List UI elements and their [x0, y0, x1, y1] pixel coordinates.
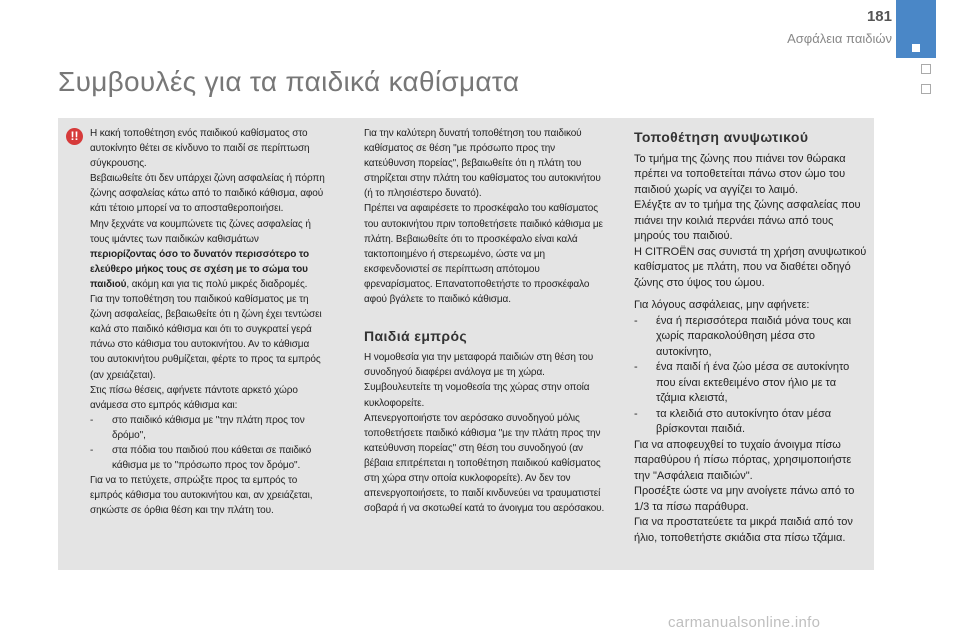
section-heading-booster: Τοποθέτηση ανυψωτικού [634, 129, 809, 145]
bullet-dash: - [90, 414, 94, 426]
paragraph: Πρέπει να αφαιρέσετε το προσκέφαλο του καθίσματος του αυτοκινήτου πριν τοποθετήσετε παιδικό κάθισμα με πλάτη. Βεβαιωθείτε ότι το προσκέφαλο είναι καλά τακτοποιημένο ή στερεωμένο, ώστε να μη εκσφενδονιστεί σε περίπτωση απότομου φρεναρίσματος. Επανατοποθετήστε το προσκέφαλο αφού βγάλετε το παιδικό κάθισμα. [364, 203, 603, 306]
paragraph: Για λόγους ασφάλειας, μην αφήνετε: [634, 299, 810, 311]
warning-icon: !! [66, 128, 83, 145]
section-heading-front-children: Παιδιά εμπρός [364, 328, 468, 345]
paragraph: Η κακή τοποθέτηση ενός παιδικού καθίσματος στο αυτοκίνητο θέτει σε κίνδυνο το παιδί σε περίπτωση σύγκρουσης. [90, 128, 310, 170]
bullet-dash: - [634, 407, 638, 420]
paragraph: Προσέξτε ώστε να μην ανοίγετε πάνω από το 1/3 τα πίσω παράθυρα. [634, 485, 855, 513]
list-item-text: ένα ή περισσότερα παιδιά μόνα τους και χωρίς παρακολούθηση μέσα στο αυτοκίνητο, [656, 314, 852, 358]
page-number: 181 [866, 8, 892, 25]
list-item [634, 314, 868, 361]
paragraph: Για να το πετύχετε, σπρώξτε προς τα εμπρός το εμπρός κάθισμα του αυτοκινήτου και, αν χρειάζεται, σηκώστε σε όρθια θέση και την πλάτη του. [90, 475, 313, 517]
paragraph: Στις πίσω θέσεις, αφήνετε πάντοτε αρκετό χώρο ανάμεσα στο εμπρός κάθισμα και: [90, 384, 298, 411]
paragraph: Μην ξεχνάτε να κουμπώνετε τις ζώνες ασφαλείας ή τους ιμάντες των παιδικών καθισμάτων [90, 218, 311, 245]
paragraph: Η νομοθεσία για την μεταφορά παιδιών στη θέση του συνοδηγού διαφέρει ανάλογα με τη χώρα. Συμβουλευτείτε τη νομοθεσία της χώρας στην οποία κυκλοφορείτε. [364, 352, 594, 409]
paragraph: Για να προστατεύετε τα μικρά παιδιά από τον ήλιο, τοποθετήστε σκιάδια στα πίσω τζάμια. [634, 516, 853, 544]
paragraph: Απενεργοποιήστε τον αερόσακο συνοδηγού μόλις τοποθετήσετε παιδικό κάθισμα "με την πλάτη προς την κατεύθυνση πορείας" στη θέση του συνοδηγού (αν βέβαια επιτρέπεται η τοποθέτηση παιδικού καθίσματος στη χώρα στην οποία κυκλοφορείτε). Αν δεν τον απενεργοποιήσετε, το παιδί κινδυνεύει να τραυματιστεί σοβαρά ή να σκοτωθεί κατά το άνοιγμα του αερόσακου. [364, 412, 605, 515]
paragraph: Για να αποφευχθεί το τυχαίο άνοιγμα πίσω παραθύρου ή πίσω πόρτας, χρησιμοποιήστε την "Ασφάλεια παιδιών". [634, 438, 852, 482]
bullet-dash: - [90, 444, 94, 456]
bold-emphasis: περιορίζοντας όσο το δυνατόν περισσότερο το ελεύθερο μήκος τους σε σχέση με το σώμα του παιδιού [90, 248, 310, 290]
paragraph: Για την καλύτερη δυνατή τοποθέτηση του παιδικού καθίσματος σε θέση "με πρόσωπο προς την κατεύθυνση πορείας", βεβαιωθείτε ότι η πλάτη του στηρίζεται στην πλάτη του καθίσματος του αυτοκινήτου (ή το πλησιέστερο δυνατό). [364, 128, 601, 200]
watermark: carmanualsonline.info [668, 614, 821, 631]
outline-square-icon [921, 84, 931, 94]
section-title: Ασφάλεια παιδιών [787, 31, 892, 46]
column-left [90, 126, 326, 518]
paragraph: Το τμήμα της ζώνης που πιάνει τον θώρακα πρέπει να τοποθετείται πάνω στον ώμο του παιδιού χωρίς να αγγίζει το λαιμό. [634, 152, 846, 196]
tab-square-icon [912, 44, 920, 52]
column-right [634, 126, 868, 546]
column-middle [364, 126, 608, 516]
paragraph: Η CITROËN σας συνιστά τη χρήση ανυψωτικού καθίσματος με πλάτη, που να διαθέτει οδηγό ζώνης στο ύψος του ώμου. [634, 245, 867, 289]
paragraph: Για την τοποθέτηση του παιδικού καθίσματος με τη ζώνη ασφαλείας, βεβαιωθείτε ότι η ζώνη έχει τεντώσει καλά στο παιδικό κάθισμα και ότι το συγκρατεί γερά πάνω στο κάθισμα του αυτοκινήτου. Αν το κάθισμα του αυτοκινήτου ρυθμίζεται, φέρτε το προς τα εμπρός (αν χρειάζεται). [90, 294, 322, 381]
list-item [634, 360, 868, 407]
paragraph: , ακόμη και για τις πολύ μικρές διαδρομές. [126, 278, 308, 290]
list-item-text: στα πόδια του παιδιού που κάθεται σε παιδικό κάθισμα με το "πρόσωπο προς τον δρόμο". [112, 444, 312, 472]
bullet-dash: - [634, 361, 638, 373]
list-item-text: στο παιδικό κάθισμα με "την πλάτη προς τον δρόμο", [112, 414, 305, 441]
list-item [90, 443, 326, 473]
list-item [90, 413, 326, 443]
paragraph: Βεβαιωθείτε ότι δεν υπάρχει ζώνη ασφαλείας ή πόρπη ζώνης ασφαλείας κάτω από το παιδικό κάθισμα, αφού κάτι τέτοιο μπορεί να το αποσταθεροποιήσει. [90, 173, 325, 215]
content-panel [58, 118, 874, 570]
paragraph: Ελέγξτε αν το τμήμα της ζώνης ασφαλείας που πιάνει την κοιλιά περνάει πάνω από τους μηρούς του παιδιού. [634, 199, 861, 242]
outline-square-icon [921, 64, 931, 74]
list-item [634, 407, 868, 438]
list-item-text: ένα παιδί ή ένα ζώο μέσα σε αυτοκίνητο που είναι εκτεθειμένο στον ήλιο με τα τζάμια κλειστά, [656, 361, 850, 404]
list-item-text: τα κλειδιά στο αυτοκίνητο όταν μέσα βρίσκονται παιδιά. [656, 407, 832, 435]
chapter-tab [896, 0, 936, 58]
page-title: Συμβουλές για τα παιδικά καθίσματα [58, 66, 520, 97]
bullet-dash: - [634, 314, 638, 327]
